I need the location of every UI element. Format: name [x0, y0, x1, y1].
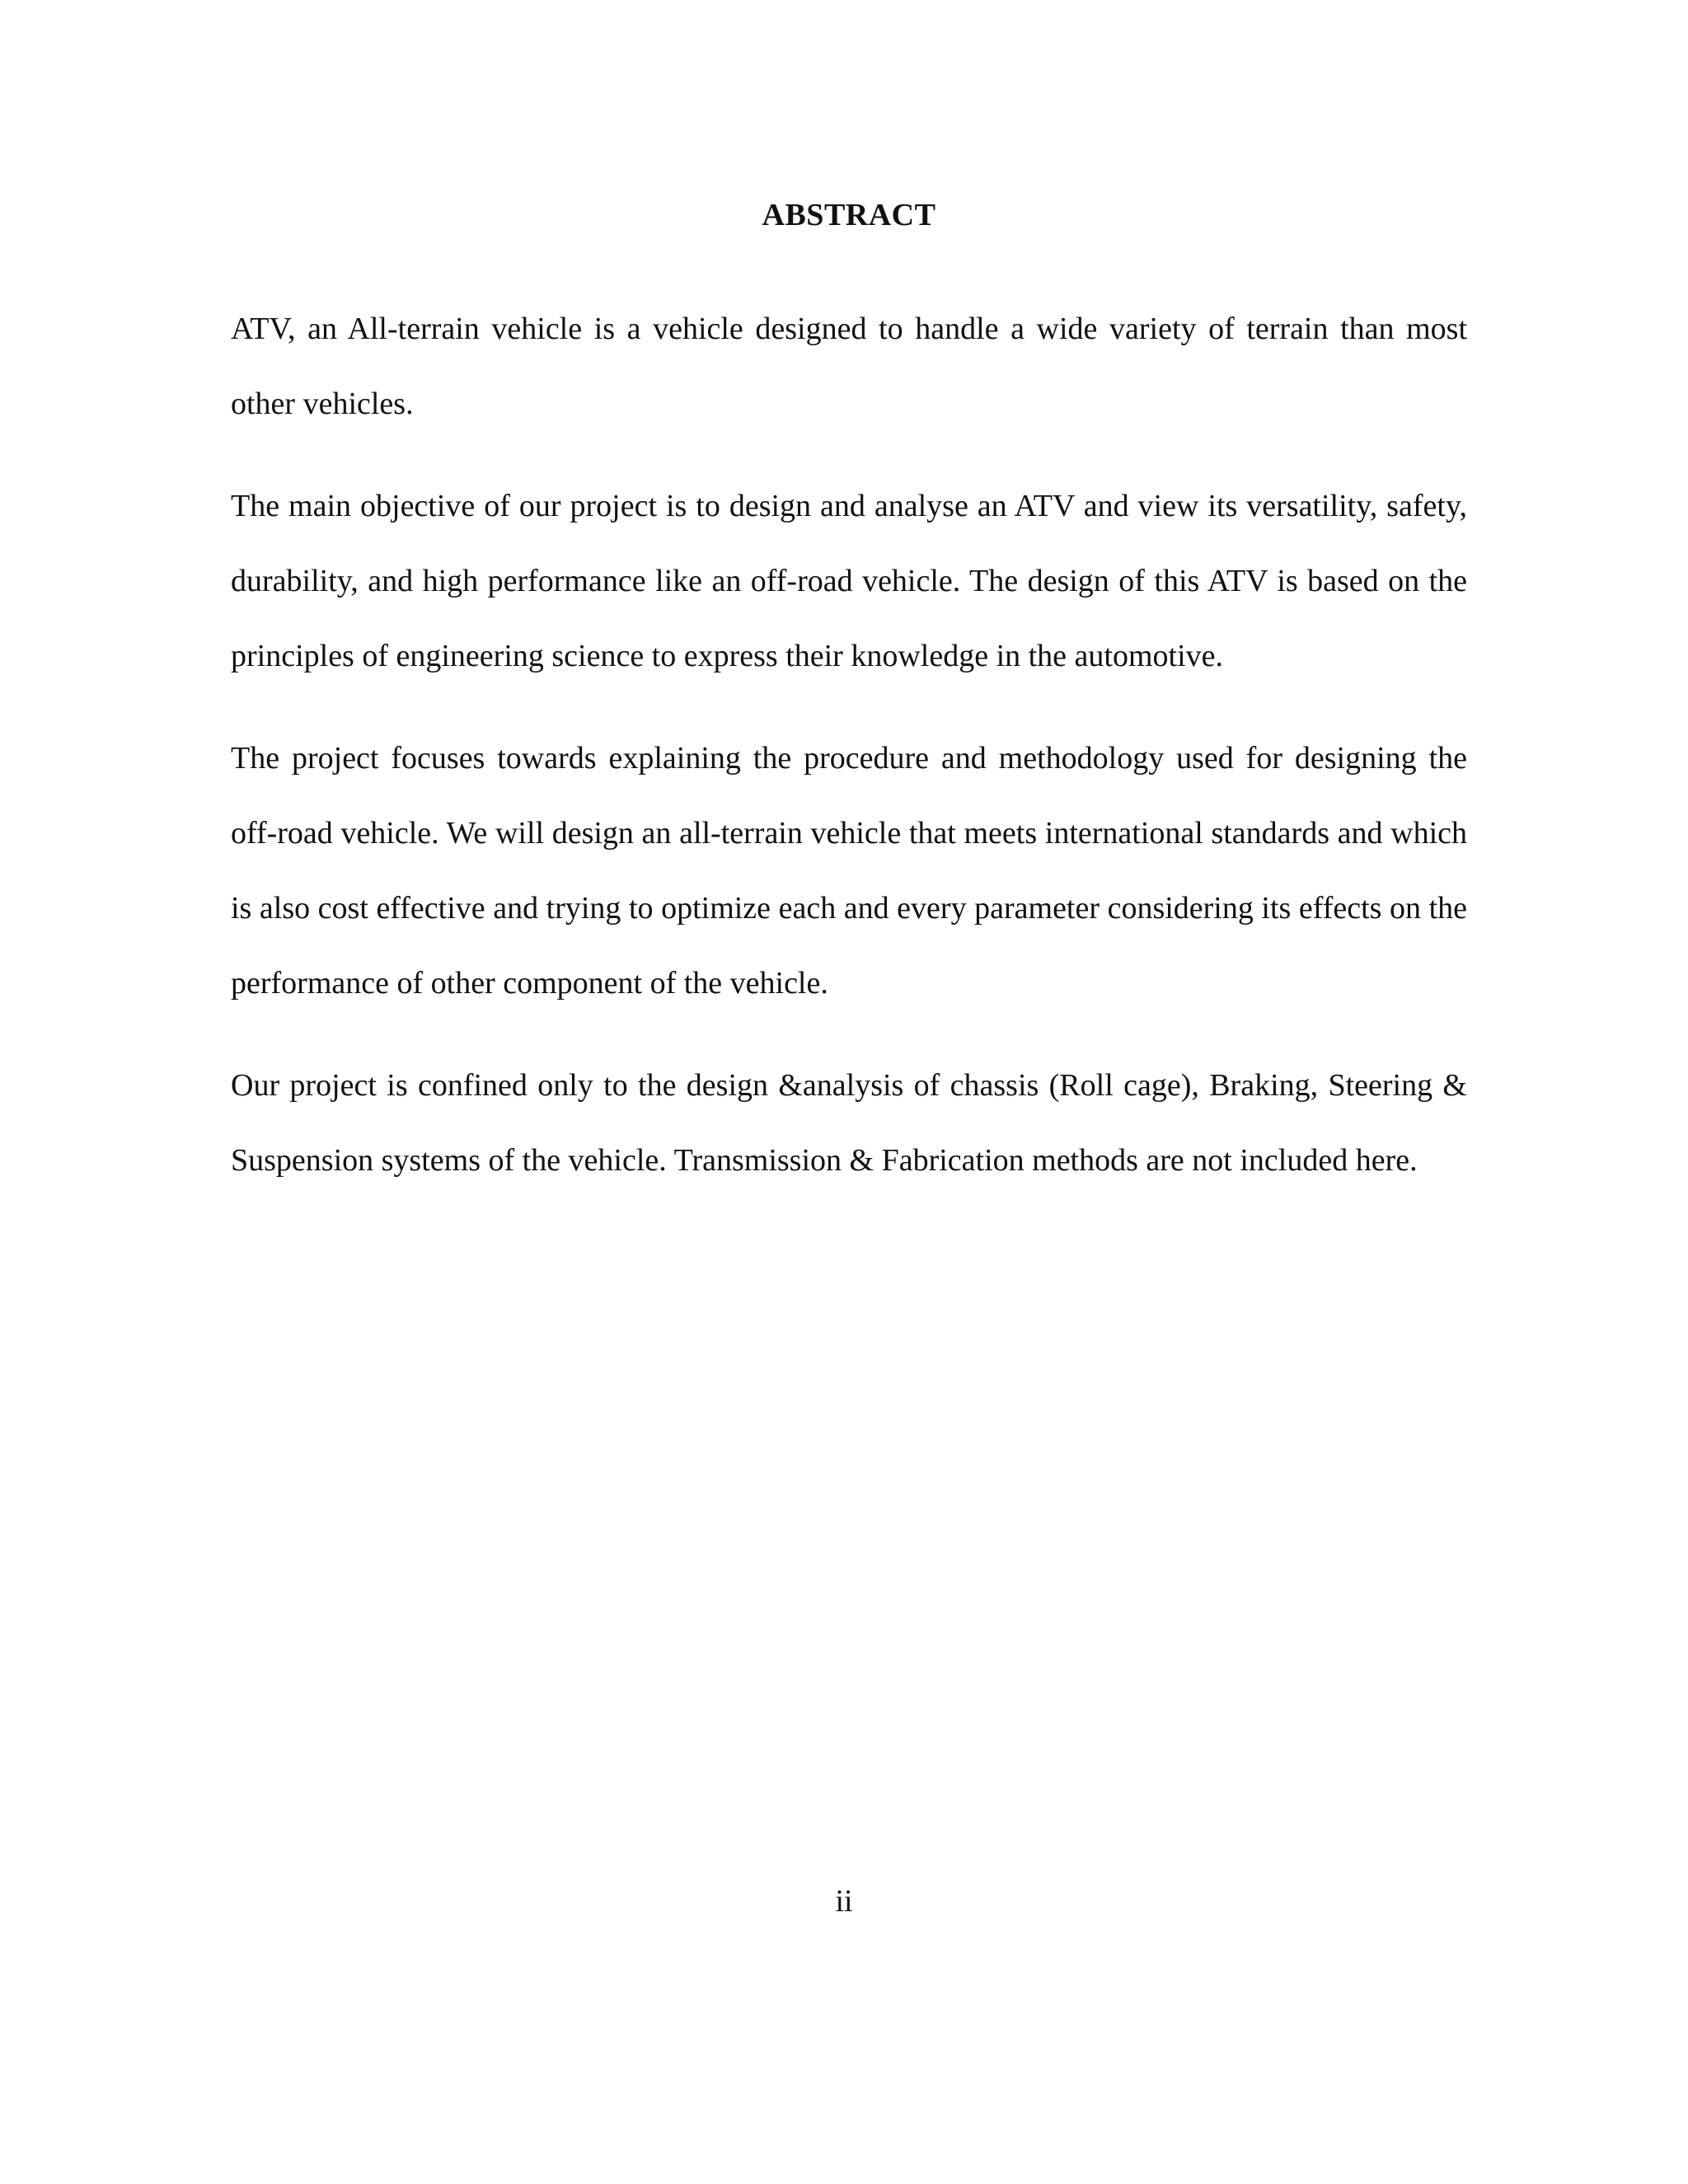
- abstract-paragraph-2: The main objective of our project is to design and analyse an ATV and view its versatility, safety, durability, and high performance like an off-road vehicle. The design of this ATV is based on the principles of engineering science to express their knowledge in the automotive.: [231, 489, 1467, 673]
- page-content: [231, 191, 1467, 1198]
- abstract-paragraph-4: Our project is confined only to the design &analysis of chassis (Roll cage), Braking, Steering & Suspension systems of the vehicle. Transmission & Fabrication methods are not included here.: [231, 1068, 1467, 1178]
- page-number: ii: [835, 1884, 853, 1919]
- abstract-paragraph-1: ATV, an All-terrain vehicle is a vehicle designed to handle a wide variety of terrain than most other vehicles.: [231, 312, 1467, 421]
- abstract-paragraph-3: The project focuses towards explaining the procedure and methodology used for designing the off-road vehicle. We will design an all-terrain vehicle that meets international standards and which is also cost effective and trying to optimize each and every parameter considering its effects on the performance of other component of the vehicle.: [231, 741, 1467, 1001]
- page-title: ABSTRACT: [762, 198, 936, 232]
